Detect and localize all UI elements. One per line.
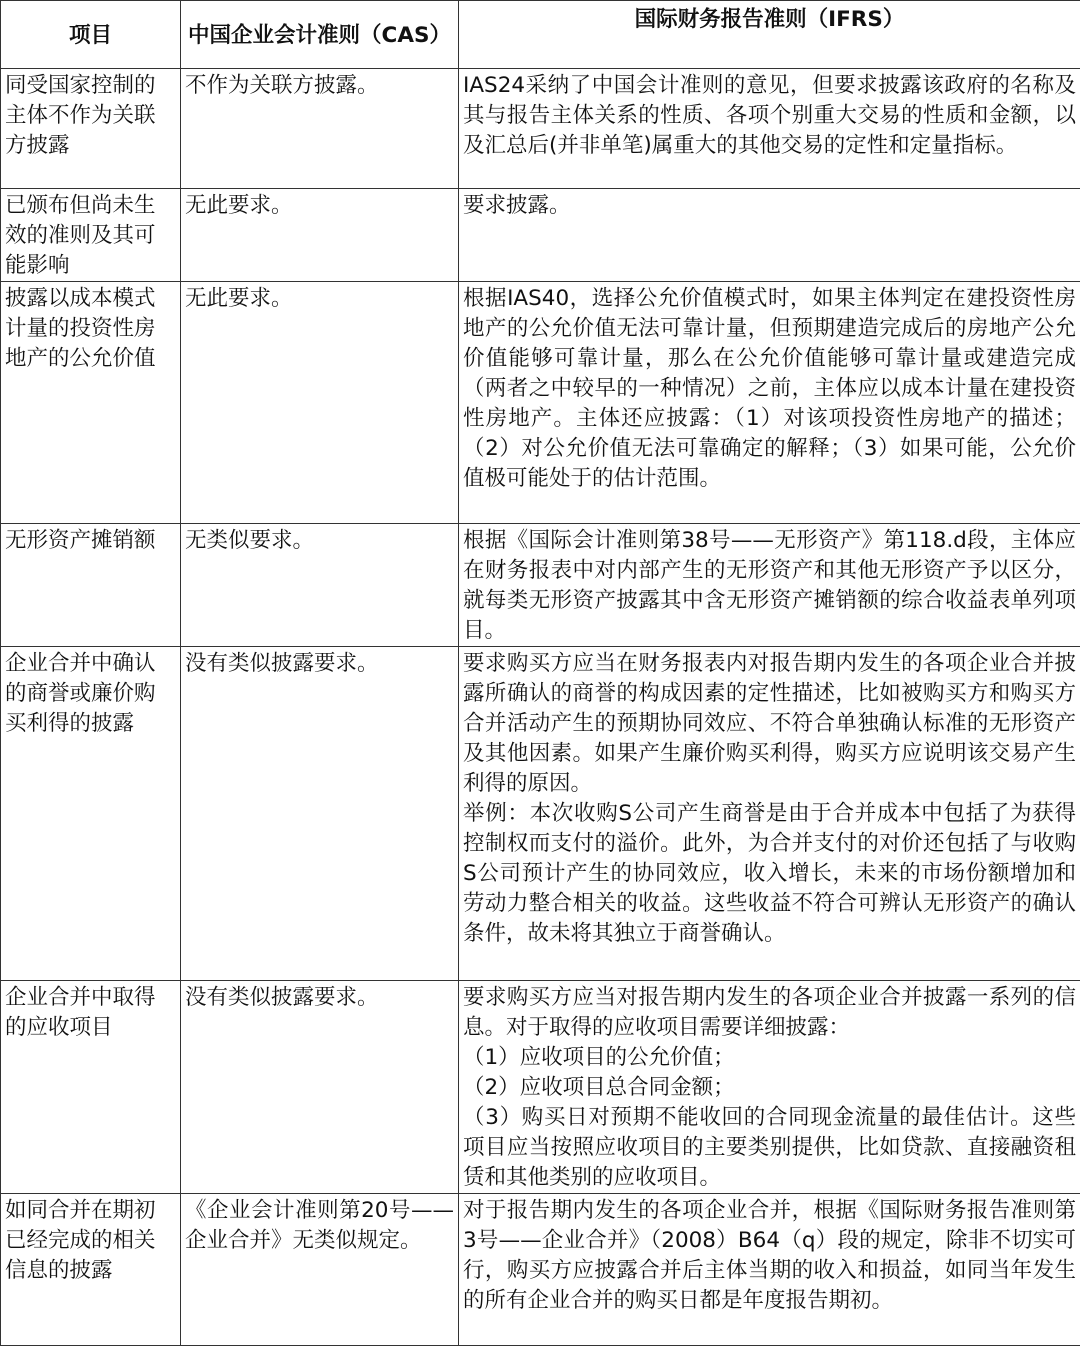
row-ifrs-cell — [459, 1194, 1080, 1346]
table-row — [1, 524, 1080, 647]
row-cas-cell: 《企业会计准则第20号——企业合并》无类似规定。 — [181, 1194, 459, 1346]
table-row — [1, 189, 1080, 282]
table-row — [1, 69, 1080, 189]
row-item-cell: 企业合并中确认的商誉或廉价购买利得的披露 — [1, 647, 181, 981]
row-cas-cell: 无此要求。 — [181, 282, 459, 524]
row-cas-cell: 无此要求。 — [181, 189, 459, 282]
ifrs-paragraph: 要求购买方应当在财务报表内对报告期内发生的各项企业合并披露所确认的商誉的构成因素的定性描述，比如被购买方和购买方合并活动产生的预期协同效应、不符合单独确认标准的无形资产及其他因素。如果产生廉价购买利得，购买方应说明该交易产生利得的原因。 — [463, 651, 1076, 796]
row-cas-cell: 不作为关联方披露。 — [181, 69, 459, 189]
row-ifrs-cell — [459, 189, 1080, 282]
row-cas-cell: 无类似要求。 — [181, 524, 459, 647]
row-item-cell: 无形资产摊销额 — [1, 524, 181, 647]
row-ifrs-cell — [459, 69, 1080, 189]
ifrs-paragraph: （3）购买日对预期不能收回的合同现金流量的最佳估计。这些项目应当按照应收项目的主要类别提供，比如贷款、直接融资租赁和其他类别的应收项目。 — [463, 1105, 1076, 1190]
table-row — [1, 282, 1080, 524]
header-item: 项目 — [1, 1, 181, 69]
ifrs-paragraph: IAS24采纳了中国会计准则的意见，但要求披露该政府的名称及其与报告主体关系的性质、各项个别重大交易的性质和金额，以及汇总后(并非单笔)属重大的其他交易的定性和定量指标。 — [463, 73, 1076, 158]
ifrs-paragraph: （2）应收项目总合同金额； — [463, 1075, 735, 1100]
table-row — [1, 647, 1080, 981]
ifrs-paragraph: 举例：本次收购S公司产生商誉是由于合并成本中包括了为获得控制权而支付的溢价。此外，为合并支付的对价还包括了与收购S公司预计产生的协同效应，收入增长，未来的市场份额增加和劳动力整合相关的收益。这些收益不符合可辨认无形资产的确认条件，故未将其独立于商誉确认。 — [463, 801, 1076, 946]
header-cas: 中国企业会计准则（CAS） — [181, 1, 459, 69]
row-ifrs-cell — [459, 282, 1080, 524]
ifrs-paragraph: （1）应收项目的公允价值； — [463, 1045, 735, 1070]
ifrs-paragraph: 对于报告期内发生的各项企业合并，根据《国际财务报告准则第3号——企业合并》（2008）B64（q）段的规定，除非不切实可行，购买方应披露合并后主体当期的收入和损益，如同当年发生的所有企业合并的购买日都是年度报告期初。 — [463, 1198, 1076, 1313]
row-item-cell: 已颁布但尚未生效的准则及其可能影响 — [1, 189, 181, 282]
row-item-cell: 企业合并中取得的应收项目 — [1, 981, 181, 1194]
table-row — [1, 1194, 1080, 1346]
row-cas-cell: 没有类似披露要求。 — [181, 647, 459, 981]
row-item-cell: 同受国家控制的主体不作为关联方披露 — [1, 69, 181, 189]
row-ifrs-cell — [459, 647, 1080, 981]
ifrs-paragraph: 根据IAS40，选择公允价值模式时，如果主体判定在建投资性房地产的公允价值无法可靠计量，但预期建造完成后的房地产公允价值能够可靠计量，那么在公允价值能够可靠计量或建造完成（两者之中较早的一种情况）之前，主体应以成本计量在建投资性房地产。主体还应披露：（1）对该项投资性房地产的描述；（2）对公允价值无法可靠确定的解释；（3）如果可能，公允价值极可能处于的估计范围。 — [463, 286, 1076, 491]
ifrs-paragraph: 根据《国际会计准则第38号——无形资产》第118.d段，主体应在财务报表中对内部产生的无形资产和其他无形资产予以区分，就每类无形资产披露其中含无形资产摊销额的综合收益表单列项目。 — [463, 528, 1076, 643]
row-cas-cell: 没有类似披露要求。 — [181, 981, 459, 1194]
header-ifrs: 国际财务报告准则（IFRS） — [459, 1, 1080, 69]
row-item-cell: 如同合并在期初已经完成的相关信息的披露 — [1, 1194, 181, 1346]
row-item-cell: 披露以成本模式计量的投资性房地产的公允价值 — [1, 282, 181, 524]
ifrs-paragraph: 要求披露。 — [463, 193, 571, 218]
header-row — [1, 1, 1080, 69]
row-ifrs-cell — [459, 524, 1080, 647]
ifrs-paragraph: 要求购买方应当对报告期内发生的各项企业合并披露一系列的信息。对于取得的应收项目需要详细披露： — [463, 985, 1076, 1040]
row-ifrs-cell — [459, 981, 1080, 1194]
table-row — [1, 981, 1080, 1194]
